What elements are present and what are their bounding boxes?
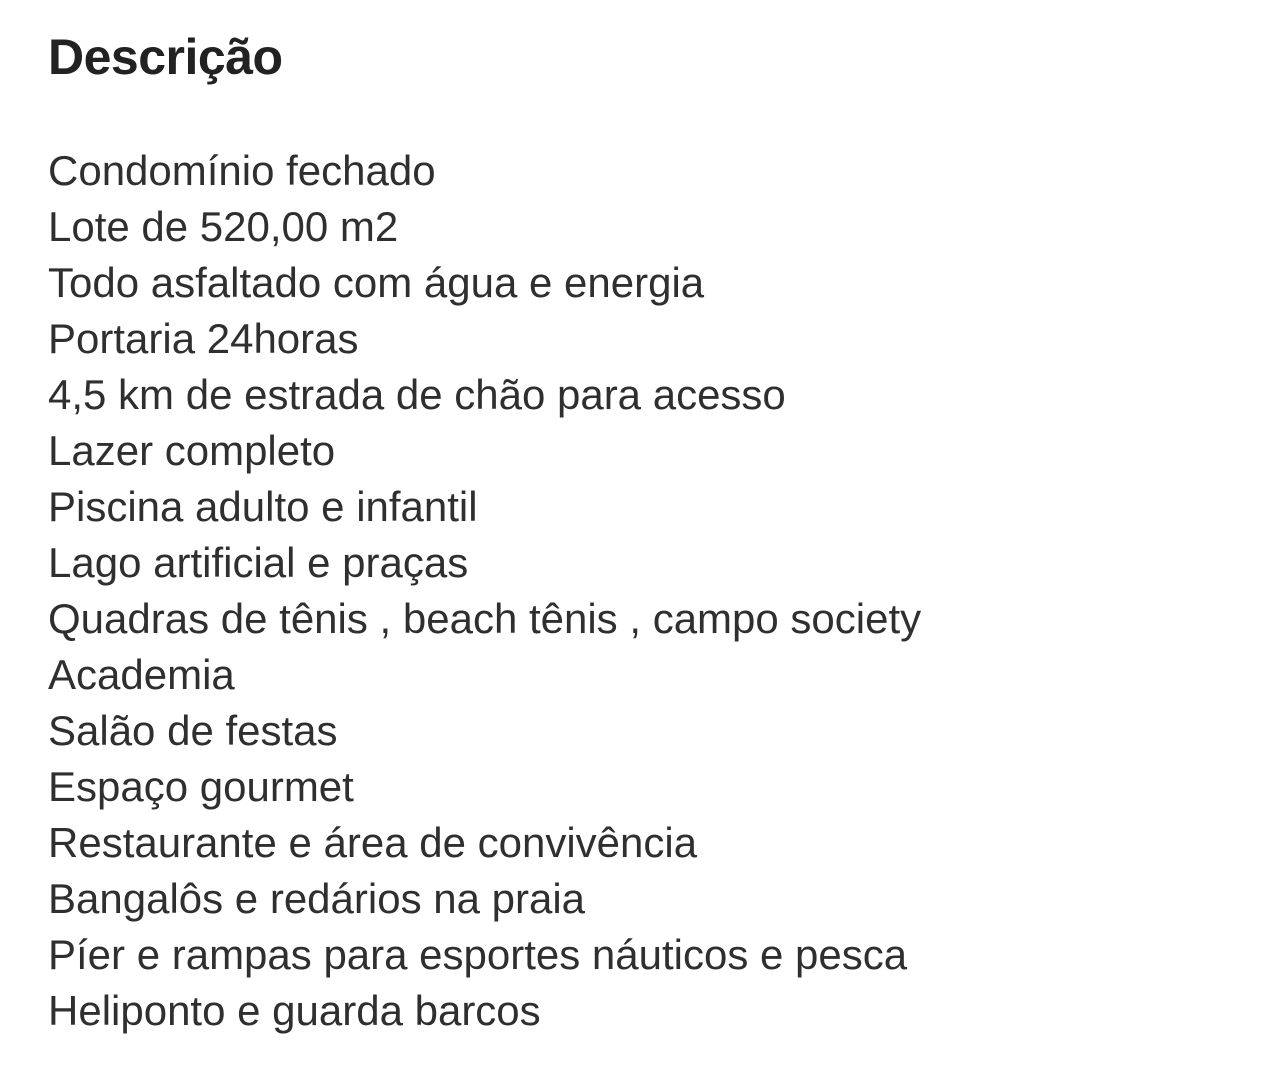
description-line: 4,5 km de estrada de chão para acesso	[48, 371, 786, 418]
description-line: Piscina adulto e infantil	[48, 483, 478, 530]
description-line: Lago artificial e praças	[48, 539, 469, 586]
description-line: Espaço gourmet	[48, 763, 354, 810]
description-line: Heliponto e guarda barcos	[48, 987, 541, 1034]
description-line: Academia	[48, 651, 235, 698]
description-line: Salão de festas	[48, 707, 338, 754]
description-line: Píer e rampas para esportes náuticos e pesca	[48, 931, 908, 978]
page-title: Descrição	[48, 29, 283, 85]
description-line: Lote de 520,00 m2	[48, 203, 399, 250]
description-line: Bangalôs e redários na praia	[48, 875, 586, 922]
description-line: Quadras de tênis , beach tênis , campo society	[48, 595, 922, 642]
description-line: Todo asfaltado com água e energia	[48, 259, 705, 306]
description-line: Lazer completo	[48, 427, 336, 474]
description-line: Restaurante e área de convivência	[48, 819, 698, 866]
description-line: Portaria 24horas	[48, 315, 359, 362]
description-line: Condomínio fechado	[48, 147, 436, 194]
description-text-block	[48, 143, 1240, 1039]
